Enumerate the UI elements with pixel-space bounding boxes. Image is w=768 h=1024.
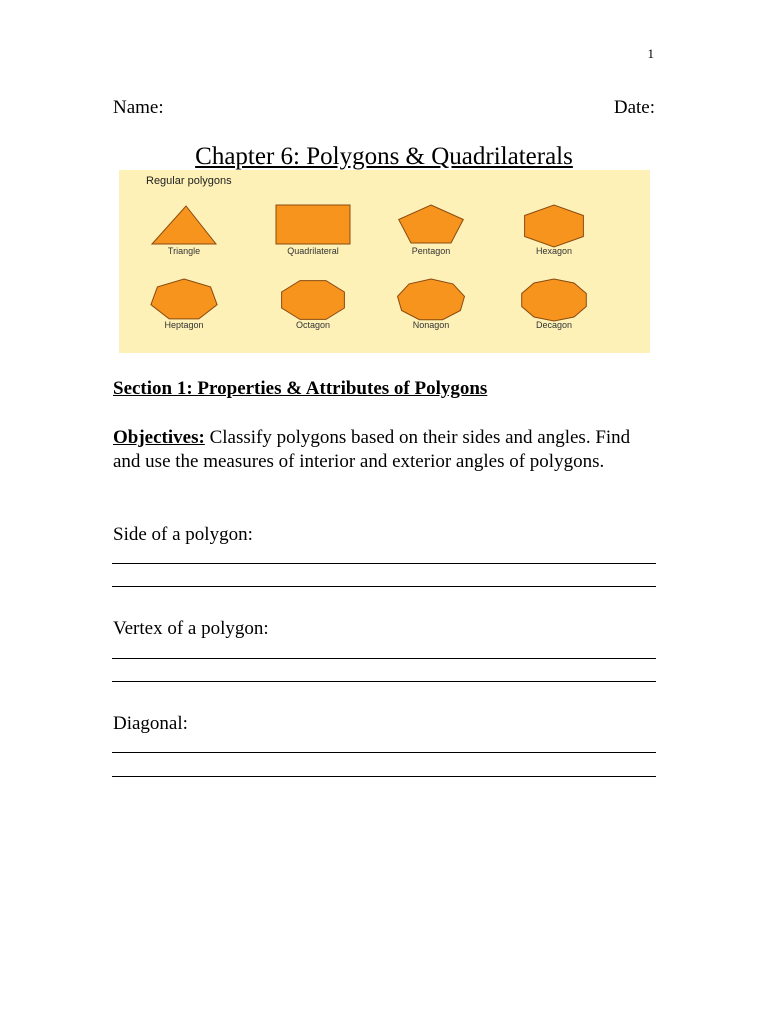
page-number: 1 [647, 46, 654, 61]
pentagon-label: Pentagon [411, 246, 451, 256]
objectives-paragraph [113, 426, 658, 474]
heptagon-shape [151, 279, 217, 319]
nonagon-label: Nonagon [412, 320, 450, 330]
term-side-label: Side of a polygon: [113, 524, 253, 545]
section-heading: Section 1: Properties & Attributes of Polygons [113, 378, 488, 399]
regular-polygons-figure [119, 170, 650, 353]
answer-line[interactable] [112, 586, 656, 588]
answer-line[interactable] [112, 658, 656, 660]
quadrilateral-shape [276, 205, 350, 244]
octagon-label: Octagon [295, 320, 331, 330]
answer-line[interactable] [112, 752, 656, 754]
triangle-shape [152, 206, 216, 244]
date-label: Date: [613, 97, 655, 118]
name-label: Name: [113, 97, 164, 118]
decagon-label: Decagon [535, 320, 573, 330]
quadrilateral-label: Quadrilateral [287, 246, 339, 256]
answer-line[interactable] [112, 776, 656, 778]
term-diagonal-label: Diagonal: [113, 713, 188, 734]
answer-line[interactable] [112, 681, 656, 683]
term-vertex-label: Vertex of a polygon: [113, 618, 269, 639]
triangle-label: Triangle [167, 246, 201, 256]
heptagon-label: Heptagon [164, 320, 204, 330]
polygons-diagram [119, 170, 650, 353]
chapter-title: Chapter 6: Polygons & Quadrilaterals [195, 143, 573, 170]
answer-line[interactable] [112, 563, 656, 565]
hexagon-label: Hexagon [535, 246, 573, 256]
pentagon-shape [399, 205, 464, 243]
nonagon-shape [398, 279, 465, 320]
objectives-text: Classify polygons based on their sides and angles. Find and use the measures of interior and exterior angles of polygons. [113, 427, 631, 472]
hexagon-shape [525, 205, 584, 247]
octagon-shape [282, 281, 345, 320]
objectives-label: Objectives: [113, 427, 205, 448]
figure-heading: Regular polygons [146, 175, 232, 187]
decagon-shape [522, 279, 587, 321]
